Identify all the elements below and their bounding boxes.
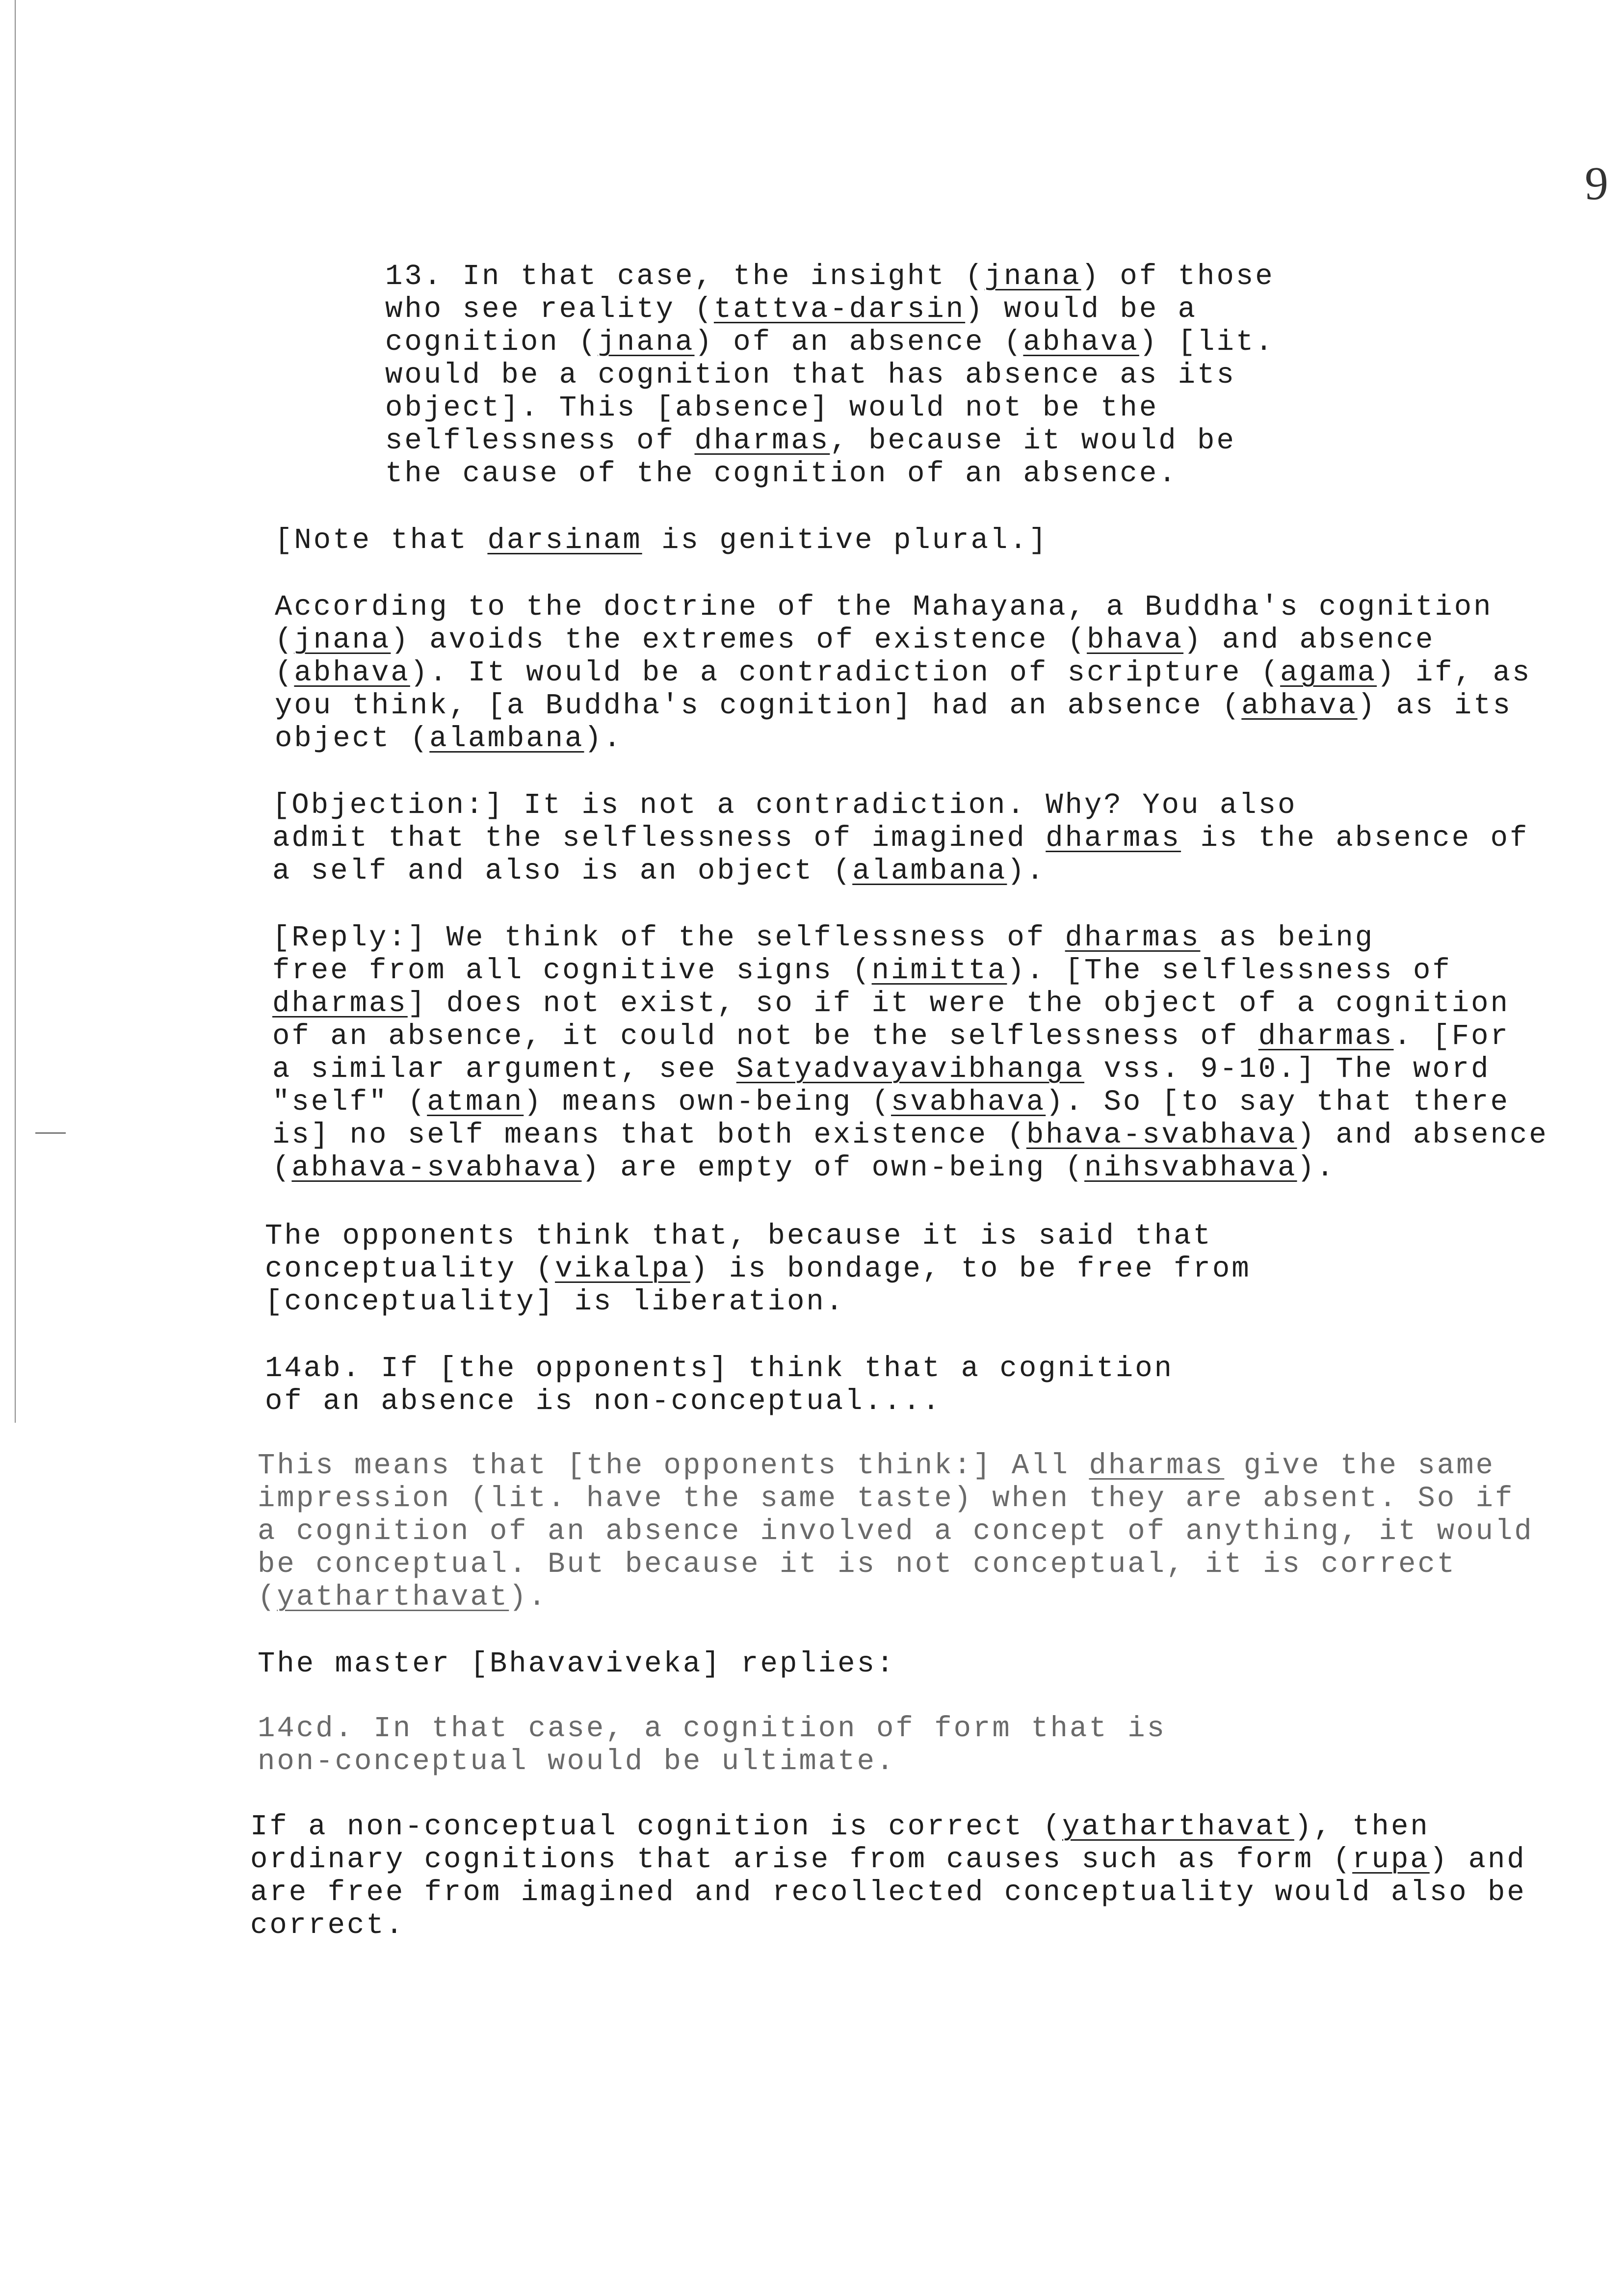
text-line: 13. In that case, the insight (jnana) of those bbox=[385, 260, 1275, 293]
text-line: 14cd. In that case, a cognition of form that is bbox=[258, 1712, 1167, 1745]
text-line: is] no self means that both existence (bhava-svabhava) and absence bbox=[272, 1119, 1548, 1151]
text-line: This means that [the opponents think:] All dharmas give the same bbox=[258, 1449, 1495, 1482]
reply-paragraph bbox=[272, 921, 1548, 1184]
text-line: of an absence is non-conceptual.... bbox=[265, 1385, 942, 1418]
text-line: (abhava). It would be a contradiction of scripture (agama) if, as bbox=[275, 656, 1532, 689]
same-taste-paragraph bbox=[258, 1449, 1534, 1614]
text-line: (abhava-svabhava) are empty of own-being (nihsvabhava). bbox=[272, 1151, 1336, 1184]
text-line: (jnana) avoids the extremes of existence (bhava) and absence bbox=[275, 624, 1435, 656]
verse-13-paragraph bbox=[385, 260, 1275, 490]
text-line: "self" (atman) means own-being (svabhava). So [to say that there bbox=[272, 1086, 1510, 1119]
text-line: [Note that darsinam is genitive plural.] bbox=[275, 524, 1048, 557]
text-line: [Reply:] We think of the selflessness of dharmas as being bbox=[272, 921, 1375, 954]
opponents-paragraph bbox=[265, 1220, 1251, 1318]
text-line: 14ab. If [the opponents] think that a cognition bbox=[265, 1352, 1174, 1385]
text-line: of an absence, it could not be the selflessness of dharmas. [For bbox=[272, 1020, 1510, 1053]
text-line: admit that the selflessness of imagined dharmas is the absence of bbox=[272, 822, 1529, 855]
master-replies-paragraph bbox=[258, 1647, 895, 1680]
text-line: free from all cognitive signs (nimitta). [The selflessness of bbox=[272, 954, 1452, 987]
text-line: selflessness of dharmas, because it would be bbox=[385, 424, 1236, 457]
page-number: 9 bbox=[1585, 157, 1608, 209]
left-margin-rule bbox=[15, 0, 16, 1423]
verse-14cd-paragraph bbox=[258, 1712, 1166, 1778]
text-line: who see reality (tattva-darsin) would be a bbox=[385, 293, 1198, 326]
text-line: [conceptuality] is liberation. bbox=[265, 1285, 845, 1318]
text-line: a cognition of an absence involved a concept of anything, it would bbox=[258, 1515, 1534, 1548]
text-line: [Objection:] It is not a contradiction. Why? You also bbox=[272, 789, 1297, 822]
text-line: (yatharthavat). bbox=[258, 1581, 548, 1614]
text-line: The master [Bhavaviveka] replies: bbox=[258, 1647, 896, 1680]
text-line: you think, [a Buddha's cognition] had an absence (abhava) as its bbox=[275, 689, 1512, 722]
note-paragraph bbox=[275, 524, 1048, 557]
text-line: impression (lit. have the same taste) when they are absent. So if bbox=[258, 1482, 1515, 1515]
text-line: a similar argument, see Satyadvayavibhanga vss. 9-10.] The word bbox=[272, 1053, 1491, 1086]
objection-paragraph bbox=[272, 789, 1529, 887]
text-line: ordinary cognitions that arise from causes such as form (rupa) and bbox=[250, 1843, 1526, 1876]
text-line: correct. bbox=[250, 1909, 405, 1942]
verse-14ab-paragraph bbox=[265, 1352, 1174, 1418]
text-line: the cause of the cognition of an absence. bbox=[385, 457, 1178, 490]
text-line: would be a cognition that has absence as its bbox=[385, 359, 1236, 391]
doctrine-paragraph bbox=[275, 591, 1531, 755]
text-line: non-conceptual would be ultimate. bbox=[258, 1745, 896, 1778]
ordinary-cognitions-paragraph bbox=[250, 1810, 1526, 1942]
text-line: dharmas] does not exist, so if it were the object of a cognition bbox=[272, 987, 1510, 1020]
text-line: According to the doctrine of the Mahayana, a Buddha's cognition bbox=[275, 591, 1493, 624]
text-line: cognition (jnana) of an absence (abhava) [lit. bbox=[385, 326, 1275, 359]
text-line: object]. This [absence] would not be the bbox=[385, 391, 1159, 424]
text-line: be conceptual. But because it is not conceptual, it is correct bbox=[258, 1548, 1457, 1581]
text-line: If a non-conceptual cognition is correct (yatharthavat), then bbox=[250, 1810, 1430, 1843]
text-line: object (alambana). bbox=[275, 722, 623, 755]
text-line: a self and also is an object (alambana). bbox=[272, 855, 1046, 887]
margin-dash-mark bbox=[35, 1132, 66, 1134]
text-line: conceptuality (vikalpa) is bondage, to be free from bbox=[265, 1252, 1251, 1285]
text-line: are free from imagined and recollected conceptuality would also be bbox=[250, 1876, 1526, 1909]
text-line: The opponents think that, because it is said that bbox=[265, 1220, 1212, 1252]
